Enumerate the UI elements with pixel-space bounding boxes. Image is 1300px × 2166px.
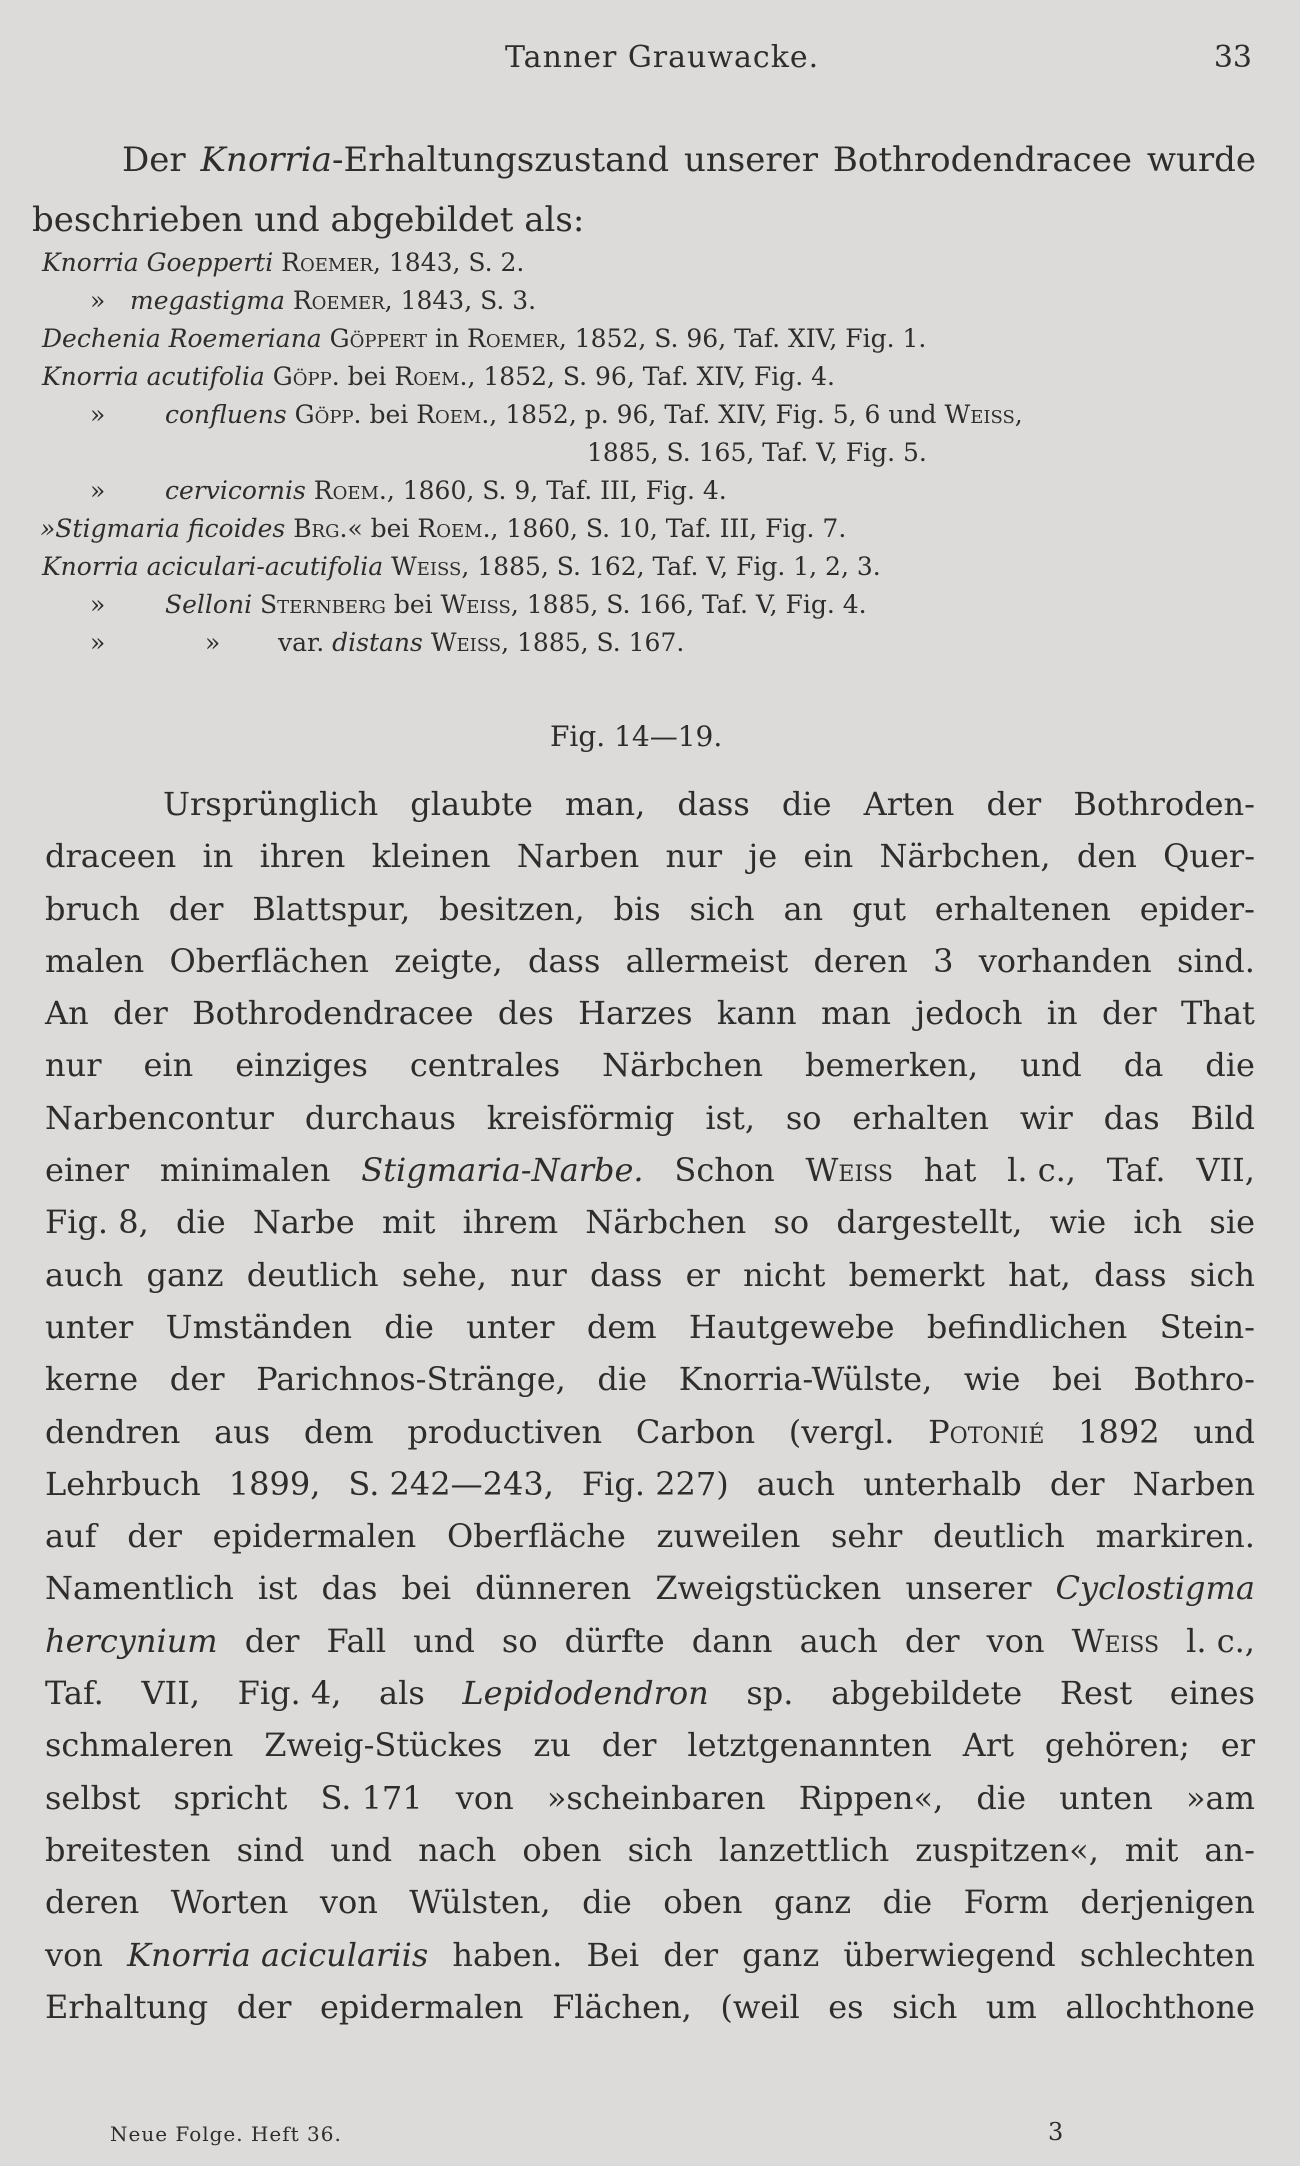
synonymy-text: Knorria aciculari-acutifolia Weiss, 1885, S. 162, Taf. V, Fig. 1, 2, 3. [42,552,881,581]
ditto-mark: » [90,476,106,505]
synonymy-entry [0,628,1300,666]
paragraph-line: Erhaltung der epidermalen Flächen, (weil es sich um allochthone [45,1987,1255,2026]
synonymy-entry [0,324,1300,362]
paragraph-line: Ursprünglich glaubte man, dass die Arten der Bothroden- [163,785,1255,823]
paragraph-line: bruch der Blattspur, besitzen, bis sich an gut erhaltenen epider- [45,889,1255,928]
paragraph-line: dendren aus dem productiven Carbon (vergl. Potonié 1892 und [45,1412,1255,1451]
paragraph-line: auch ganz deutlich sehe, nur dass er nicht bemerkt hat, dass sich [45,1255,1255,1294]
body-paragraph [45,778,1255,2033]
paragraph-line: hercynium der Fall und so dürfte dann auch der von Weiss l. c., [45,1621,1255,1660]
paragraph-line: malen Oberflächen zeigte, dass allermeist deren 3 vorhanden sind. [45,941,1255,980]
ditto-mark: » [90,286,106,315]
ditto-mark: » [90,590,106,619]
paragraph-line: einer minimalen Stigmaria-Narbe. Schon Weiss hat l. c., Taf. VII, [45,1151,1255,1190]
synonymy-text: cervicornis Roem., 1860, S. 9, Taf. III, Fig. 4. [165,476,727,505]
synonymy-text: Selloni Sternberg bei Weiss, 1885, S. 166, Taf. V, Fig. 4. [165,590,867,619]
paragraph-line: breitesten sind und nach oben sich lanzettlich zuspitzen«, mit an- [45,1830,1255,1869]
synonymy-entry [0,362,1300,400]
synonymy-entry [0,514,1300,552]
paragraph-line: nur ein einziges centrales Närbchen bemerken, und da die [45,1046,1255,1085]
figure-reference: Fig. 14—19. [550,720,723,753]
running-title: Tanner Grauwacke. [505,40,820,75]
synonymy-entry [0,400,1300,438]
paragraph-line: selbst spricht S. 171 von »scheinbaren Rippen«, die unten »am [45,1778,1255,1817]
synonymy-text: Knorria Goepperti Roemer, 1843, S. 2. [42,248,525,277]
synonymy-entry [0,438,1300,476]
paragraph-line: Lehrbuch 1899, S. 242—243, Fig. 227) auch unterhalb der Narben [45,1464,1255,1503]
synonymy-entry [0,552,1300,590]
paragraph-line: An der Bothrodendracee des Harzes kann man jedoch in der That [45,994,1255,1033]
intro-line-1: Der Knorria-Erhaltungszustand unserer Bothrodendracee wurde [32,130,1256,190]
running-head [0,40,1300,90]
footer-signature: 3 [1048,2118,1064,2146]
synonymy-entry [0,248,1300,286]
ditto-mark: » [205,628,221,657]
page-number: 33 [1213,40,1252,75]
footer-series: Neue Folge. Heft 36. [110,2122,342,2146]
intro-text [32,130,1256,250]
paragraph-line: schmaleren Zweig-Stückes zu der letztgenannten Art gehören; er [45,1726,1255,1765]
synonymy-text: var. distans Weiss, 1885, S. 167. [278,628,685,657]
paragraph-line: Narbencontur durchaus kreisförmig ist, so erhalten wir das Bild [45,1098,1255,1137]
paragraph-line: draceen in ihren kleinen Narben nur je ein Närbchen, den Quer- [45,837,1255,876]
paragraph-line: deren Worten von Wülsten, die oben ganz die Form derjenigen [45,1883,1255,1922]
intro-knorria: Knorria-Erhaltungszustand [200,140,670,180]
ditto-mark: » [90,400,106,429]
paragraph-line: unter Umständen die unter dem Hautgewebe befindlichen Stein- [45,1307,1255,1346]
synonymy-text: megastigma Roemer, 1843, S. 3. [130,286,537,315]
synonymy-text: 1885, S. 165, Taf. V, Fig. 5. [587,438,927,467]
synonymy-text: confluens Göpp. bei Roem., 1852, p. 96, Taf. XIV, Fig. 5, 6 und Weiss, [165,400,1023,429]
ditto-mark: » [90,628,106,657]
paragraph-line: Taf. VII, Fig. 4, als Lepidodendron sp. abgebildete Rest eines [45,1674,1255,1713]
synonymy-entry [0,476,1300,514]
synonymy-text: »Stigmaria ficoides Brg.« bei Roem., 1860, S. 10, Taf. III, Fig. 7. [40,514,847,543]
paragraph-line: kerne der Parichnos-Stränge, die Knorria-Wülste, wie bei Bothro- [45,1360,1255,1399]
synonymy-entry [0,286,1300,324]
synonymy-text: Knorria acutifolia Göpp. bei Roem., 1852, S. 96, Taf. XIV, Fig. 4. [42,362,835,391]
paragraph-line: von Knorria aciculariis haben. Bei der ganz überwiegend schlechten [45,1935,1255,1974]
paragraph-line: Namentlich ist das bei dünneren Zweigstücken unserer Cyclostigma [45,1569,1255,1608]
intro-line-2: beschrieben und abgebildet als: [32,200,585,240]
synonymy-text: Dechenia Roemeriana Göppert in Roemer, 1852, S. 96, Taf. XIV, Fig. 1. [42,324,927,353]
paragraph-line: auf der epidermalen Oberfläche zuweilen sehr deutlich markiren. [45,1517,1255,1556]
paragraph-line: Fig. 8, die Narbe mit ihrem Närbchen so dargestellt, wie ich sie [45,1203,1255,1242]
synonymy-entry [0,590,1300,628]
